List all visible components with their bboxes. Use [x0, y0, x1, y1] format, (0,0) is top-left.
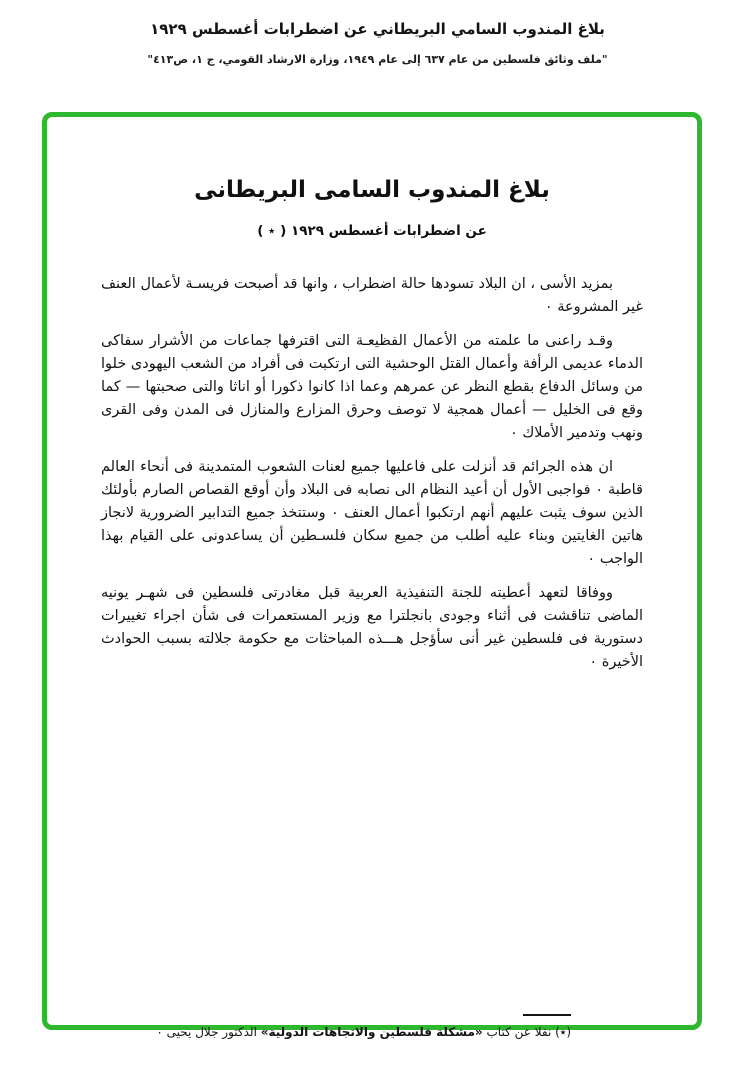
footnote-text — [101, 1025, 643, 1039]
footnote-divider — [523, 1014, 571, 1016]
document-page — [47, 177, 697, 1085]
page-header-source-citation: "ملف وثائق فلسطين من عام ٦٣٧ إلى عام ١٩٤٩، وزارة الارشاد القومي، ج ١، ص٤١٣" — [147, 53, 608, 66]
document-subtitle: عن اضطرابات أغسطس ١٩٢٩ ( ٭ ) — [257, 223, 487, 239]
footnote-book-title: «مشكلة فلسطين والاتجاهات الدولية» — [260, 1025, 483, 1039]
paragraph: بمزيد الأسى ، ان البلاد تسودها حالة اضطراب ، وانها قد أصبحت فريسـة لأعمال العنف غير المشروعة ٠ — [101, 276, 643, 315]
page-header — [0, 0, 755, 66]
paragraph: وقـد راعنى ما علمته من الأعمال الفظيعـة التى اقترفها جماعات من الأشرار سفاكى الدماء عديمى الرأفة وأعمال القتل الوحشية التى ارتكبت فى أفراد من الشعب اليهودى خلوا من وسائل الدفاع بقطع النظر عن عمرهم وعما اذا كانوا ذكورا أو اناثا والتى صحبتها — كما وقع فى الخليل — أعمال همجية لا توصف وحرق المزارع والمنازل فى المدن وفى القرى ونهب وتدمير الأملاك ٠ — [101, 333, 643, 441]
document-body — [101, 273, 643, 674]
footnote-suffix: الدكتور جلال يحيى ٠ — [156, 1025, 261, 1039]
page-header-title: بلاغ المندوب السامي البريطاني عن اضطرابات أغسطس ١٩٢٩ — [150, 20, 605, 38]
document-frame — [42, 112, 702, 1039]
document-title: بلاغ المندوب السامى البريطانى — [194, 177, 550, 203]
footnote-prefix: (٭) نقلا عن كتاب — [482, 1025, 571, 1039]
paragraph: ان هذه الجرائم قد أنزلت على فاعليها جميع لعنات الشعوب المتمدينة فى أنحاء العالم قاطبة ٠ فواجبى الأول أن أعيد النظام الى نصابه فى البلاد وأن أوقع القصاص الصارم بأولئك الذين سوف يثبت عليهم أنهم ارتكبوا أعمال العنف ٠ وستتخذ جميع التدابير الضرورية لانجاز هاتين الغايتين وبناء عليه أطلب من جميع سكان فلسـطين أن يساعدونى على القيام بهذا الواجب ٠ — [101, 459, 644, 567]
paragraph: ووفاقا لتعهد أعطيته للجنة التنفيذية العربية قبل مغادرتى فلسطين فى شهـر يونيه الماضى تناقشت فى أثناء وجودى بانجلترا مع وزير المستعمرات فى شأن اجراء تغييرات دستورية فى فلسطين غير أنى سأؤجل هـــذه المباحثات مع حكومة جلالته بسبب الحوادث الأخيرة ٠ — [101, 585, 643, 670]
footnote — [101, 1014, 643, 1039]
